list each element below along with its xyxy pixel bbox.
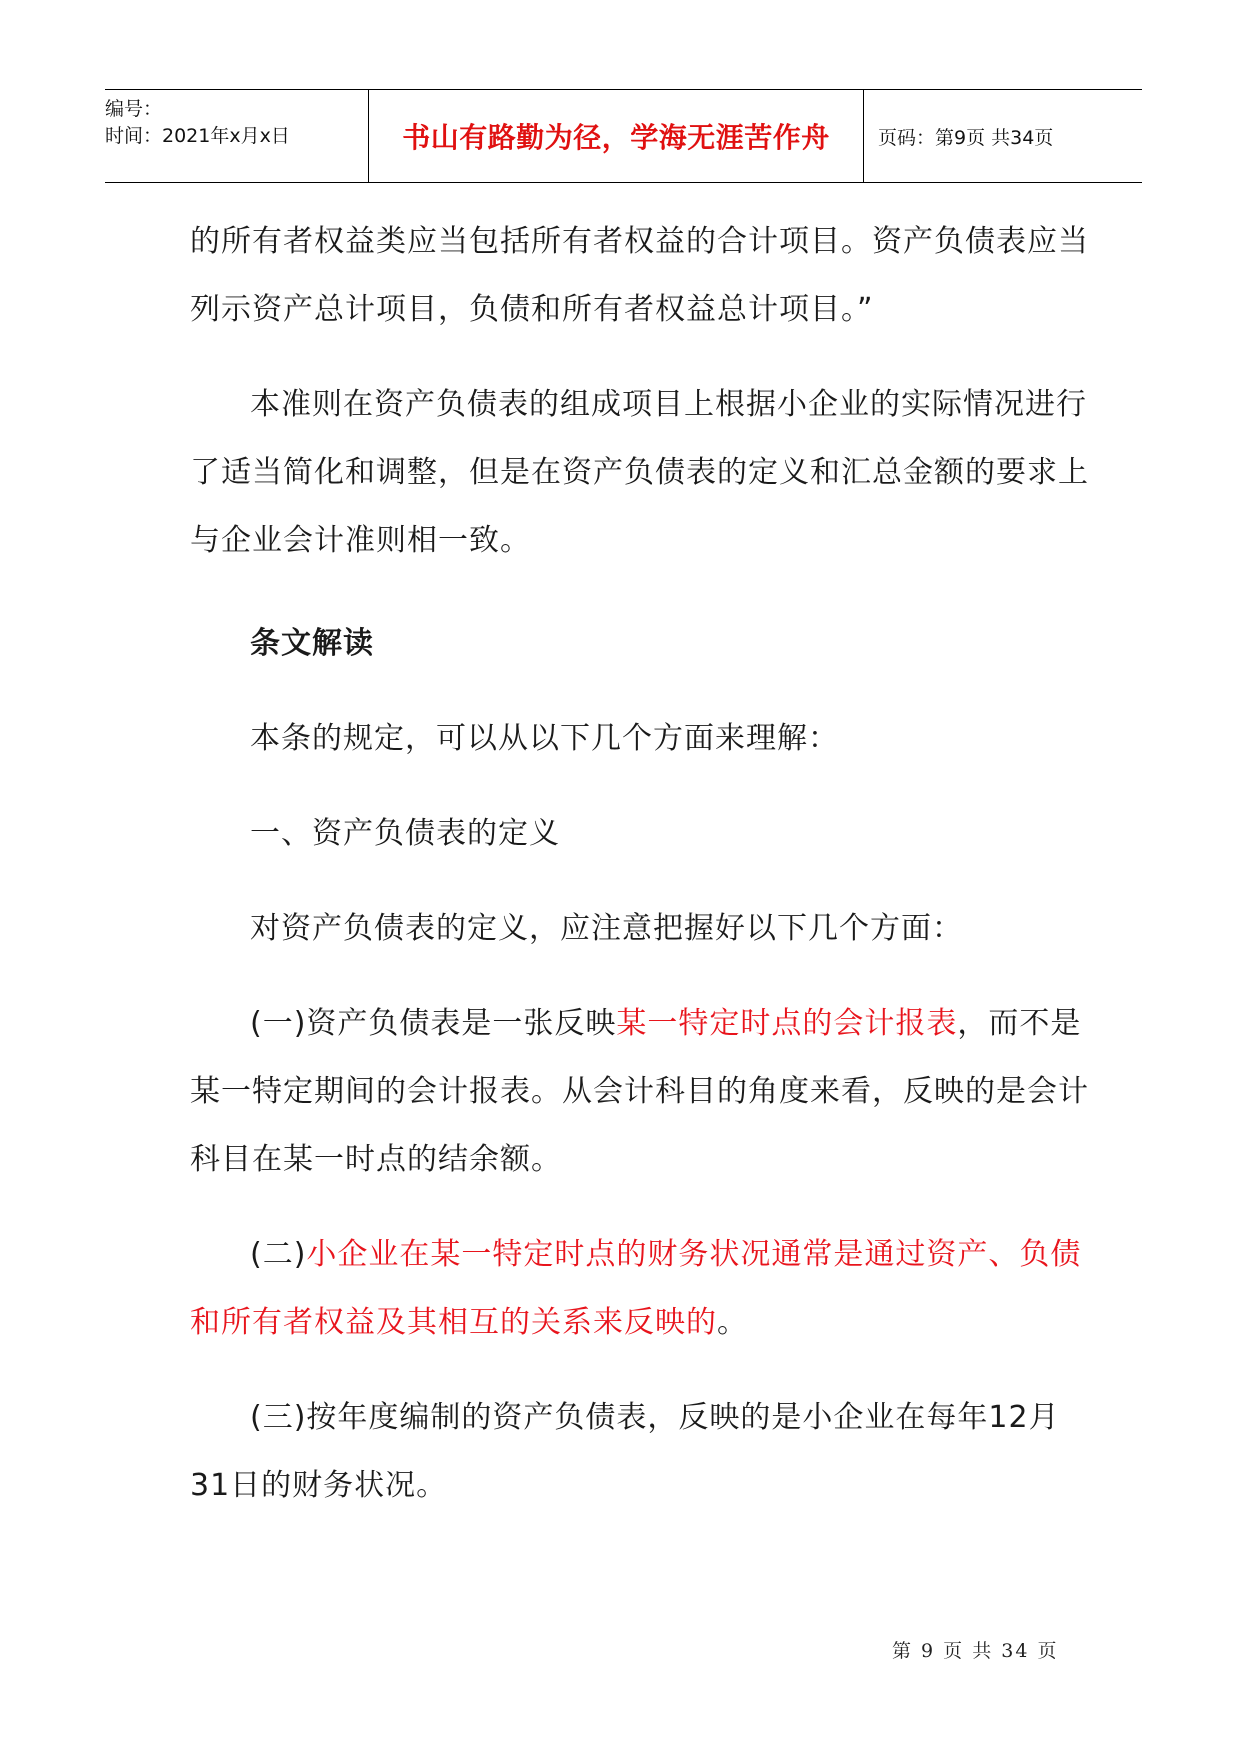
header-meta-cell	[105, 90, 369, 182]
point-one-prefix: (一)资产负债表是一张反映	[250, 1006, 617, 1041]
document-time-label: 时间：2021年x月x日	[105, 125, 290, 147]
page-footer: 第 9 页 共 34 页	[892, 1640, 1059, 1662]
paragraph-point-three: (三)按年度编制的资产负债表，反映的是小企业在每年12月31日的财务状况。	[190, 1400, 1060, 1503]
paragraph-section-one-title: 一、资产负债表的定义	[250, 816, 560, 851]
point-two-suffix: 。	[717, 1305, 748, 1340]
point-one-suffix: ，而不是某一特定期间的会计报表。从会计科目的角度来看，反映的是会计科目在某一时点的结余额。	[190, 1006, 1089, 1177]
document-body	[190, 208, 1090, 1520]
point-two-prefix: (二)	[250, 1237, 307, 1272]
paragraph-intro: 本条的规定，可以从以下几个方面来理解：	[250, 721, 839, 756]
paragraph-point-two	[190, 1221, 1090, 1357]
header-motto: 书山有路勤为径，学海无涯苦作舟	[369, 90, 864, 182]
section-heading: 条文解读	[250, 626, 374, 661]
document-number-label: 编号：	[105, 98, 163, 120]
document-header	[105, 89, 1142, 183]
paragraph-definition-intro: 对资产负债表的定义，应注意把握好以下几个方面：	[250, 911, 963, 946]
point-one-highlight: 某一特定时点的会计报表	[616, 1006, 958, 1041]
header-page-info: 页码：第9页 共34页	[878, 126, 1054, 149]
paragraph-standard-note: 本准则在资产负债表的组成项目上根据小企业的实际情况进行了适当简化和调整，但是在资产负债表的定义和汇总金额的要求上与企业会计准则相一致。	[190, 387, 1089, 558]
point-two-highlight: 小企业在某一特定时点的财务状况通常是通过资产、负债和所有者权益及其相互的关系来反映的	[190, 1237, 1082, 1340]
paragraph-continued: 的所有者权益类应当包括所有者权益的合计项目。资产负债表应当列示资产总计项目，负债和所有者权益总计项目。”	[190, 224, 1089, 327]
paragraph-point-one	[190, 990, 1090, 1194]
